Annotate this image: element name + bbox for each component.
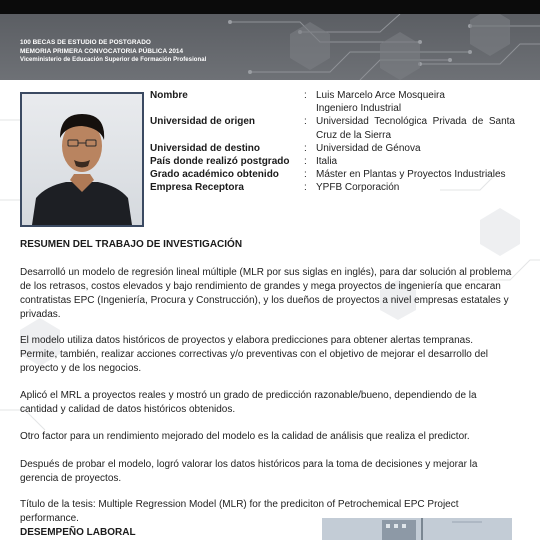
paragraph-2: El modelo utiliza datos históricos de proyectos y elabora predicciones para obtener alertas tempranas. Permite, también, realizar acciones correctivas y/o preventivas con el objetivo de mejorar el desarrollo del proyecto y de los negocios. <box>20 335 488 374</box>
paragraph-6: Título de la tesis: Multiple Regression Model (MLR) for the prediciton of Petrochemical EPC Project performance. <box>20 499 459 524</box>
info-label: Grado académico obtenido <box>150 169 279 181</box>
info-value: Luis Marcelo Arce Mosqueira <box>316 90 445 101</box>
info-label: Universidad de destino <box>150 142 261 154</box>
info-colon: : <box>304 169 307 181</box>
info-row-country <box>150 155 515 168</box>
info-row-degree <box>150 168 515 181</box>
info-value: YPFB Corporación <box>316 182 400 194</box>
info-value: Universidad de Génova <box>316 142 421 154</box>
info-row-profession <box>150 102 515 115</box>
header-line-2: MEMORIA PRIMERA CONVOCATORIA PÚBLICA 2014 <box>20 47 184 55</box>
info-value: Italia <box>316 156 338 168</box>
info-value: Máster en Plantas y Proyectos Industriales <box>316 169 506 181</box>
section-title-work: DESEMPEÑO LABORAL <box>20 527 136 538</box>
info-label: Nombre <box>150 90 188 101</box>
info-value: Universidad Tecnológica Privada de Santa Cruz de la Sierra <box>316 116 515 141</box>
info-label: Empresa Receptora <box>150 182 244 194</box>
info-colon: : <box>304 116 307 128</box>
info-label: País donde realizó postgrado <box>150 156 290 168</box>
info-row-destination-university <box>150 142 515 155</box>
top-black-bar <box>0 0 540 14</box>
info-row-origin-university <box>150 115 515 141</box>
header-line-1: 100 BECAS DE ESTUDIO DE POSTGRADO <box>20 39 151 46</box>
info-row-name <box>150 89 515 102</box>
info-colon: : <box>304 90 307 101</box>
scholar-info-table <box>150 89 515 195</box>
paragraph-3: Aplicó el MRL a proyectos reales y mostró un grado de predicción razonable/bueno, dependiendo de la cantidad y calidad de datos históricos obtenidos. <box>20 390 477 415</box>
header-line-3: Viceministerio de Educación Superior de Formación Profesional <box>20 57 207 64</box>
info-label: Universidad de origen <box>150 116 256 128</box>
paragraph-4: Otro factor para un rendimiento mejorado del modelo es la calidad de análisis que realiza el predictor. <box>20 431 470 442</box>
paragraph-1: Desarrolló un modelo de regresión lineal múltiple (MLR por sus siglas en inglés), para dar solución al problema de los retrasos, costos elevados y bajo rendimiento de grandes y mega proyectos de ingeniería que encaran contratistas EPC (Ingeniería, Procura y Construcción), y los dueños de proyectos a nivel empresas estatales y privadas. <box>20 267 512 320</box>
section-title-summary: RESUMEN DEL TRABAJO DE INVESTIGACIÓN <box>20 239 243 250</box>
info-value: Ingeniero Industrial <box>316 103 402 115</box>
info-colon: : <box>304 182 307 194</box>
header-banner <box>0 14 540 80</box>
info-row-company <box>150 181 515 194</box>
profile-photo <box>20 92 144 227</box>
info-colon: : <box>304 156 307 168</box>
info-colon: : <box>304 142 307 154</box>
work-photo <box>322 518 512 540</box>
paragraph-5: Después de probar el modelo, logró valorar los datos históricos para la toma de decisiones y mejorar la gerencia de proyectos. <box>20 459 478 484</box>
